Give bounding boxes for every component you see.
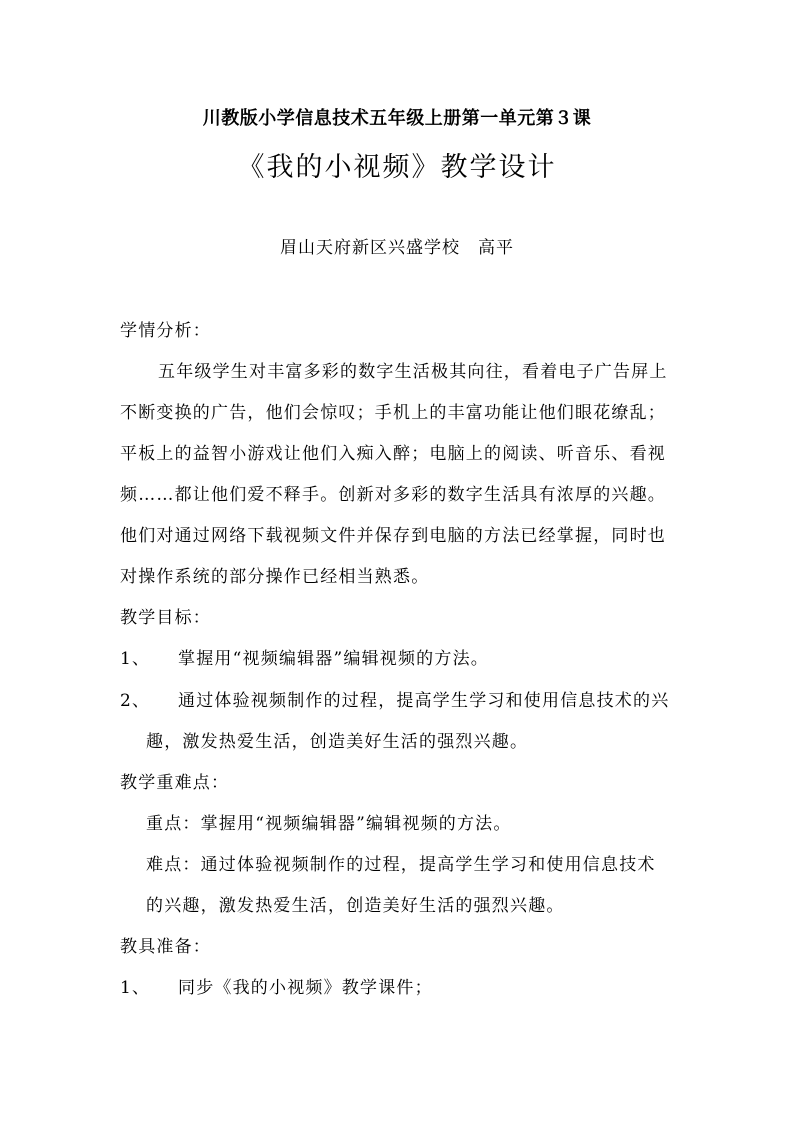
- materials-heading: 教具准备：: [120, 937, 211, 957]
- goal-text: 通过体验视频制作的过程，提高学生学习和使用信息技术的兴: [178, 691, 670, 711]
- author-line: 眉山天府新区兴盛学校 高平: [280, 238, 514, 258]
- analysis-line: 频……都让他们爱不释手。创新对多彩的数字生活具有浓厚的兴趣。: [120, 485, 666, 505]
- key-point-line: 重点：掌握用“视频编辑器”编辑视频的方法。: [146, 814, 512, 834]
- analysis-heading: 学情分析：: [120, 321, 211, 341]
- goal-item: [120, 644, 489, 669]
- material-number: 1、: [120, 978, 151, 998]
- material-text: 同步《我的小视频》教学课件；: [178, 978, 433, 998]
- document-title: 《我的小视频》教学设计: [237, 152, 557, 183]
- key-point-line: 难点：通过体验视频制作的过程，提高学生学习和使用信息技术: [146, 855, 656, 875]
- key-points-heading: 教学重难点：: [120, 773, 230, 793]
- material-item: [120, 973, 433, 998]
- goal-item: [120, 686, 669, 711]
- goal-text: 掌握用“视频编辑器”编辑视频的方法。: [178, 649, 489, 669]
- document-subtitle: 川教版小学信息技术五年级上册第一单元第３课: [202, 108, 592, 129]
- goal-text-continued: 趣，激发热爱生活，创造美好生活的强烈兴趣。: [146, 732, 529, 752]
- analysis-line: 对操作系统的部分操作已经相当熟悉。: [120, 567, 430, 587]
- goal-number: 1、: [120, 649, 151, 669]
- analysis-line: 不断变换的广告，他们会惊叹；手机上的丰富功能让他们眼花缭乱；: [120, 403, 666, 423]
- goals-heading: 教学目标：: [120, 608, 211, 628]
- key-point-line: 的兴趣，激发热爱生活，创造美好生活的强烈兴趣。: [146, 896, 565, 916]
- analysis-line: 他们对通过网络下载视频文件并保存到电脑的方法已经掌握，同时也: [120, 526, 666, 546]
- goal-number: 2、: [120, 691, 151, 711]
- analysis-line: 五年级学生对丰富多彩的数字生活极其向往，看着电子广告屏上: [158, 362, 668, 382]
- analysis-line: 平板上的益智小游戏让他们入痴入醉；电脑上的阅读、听音乐、看视: [120, 444, 666, 464]
